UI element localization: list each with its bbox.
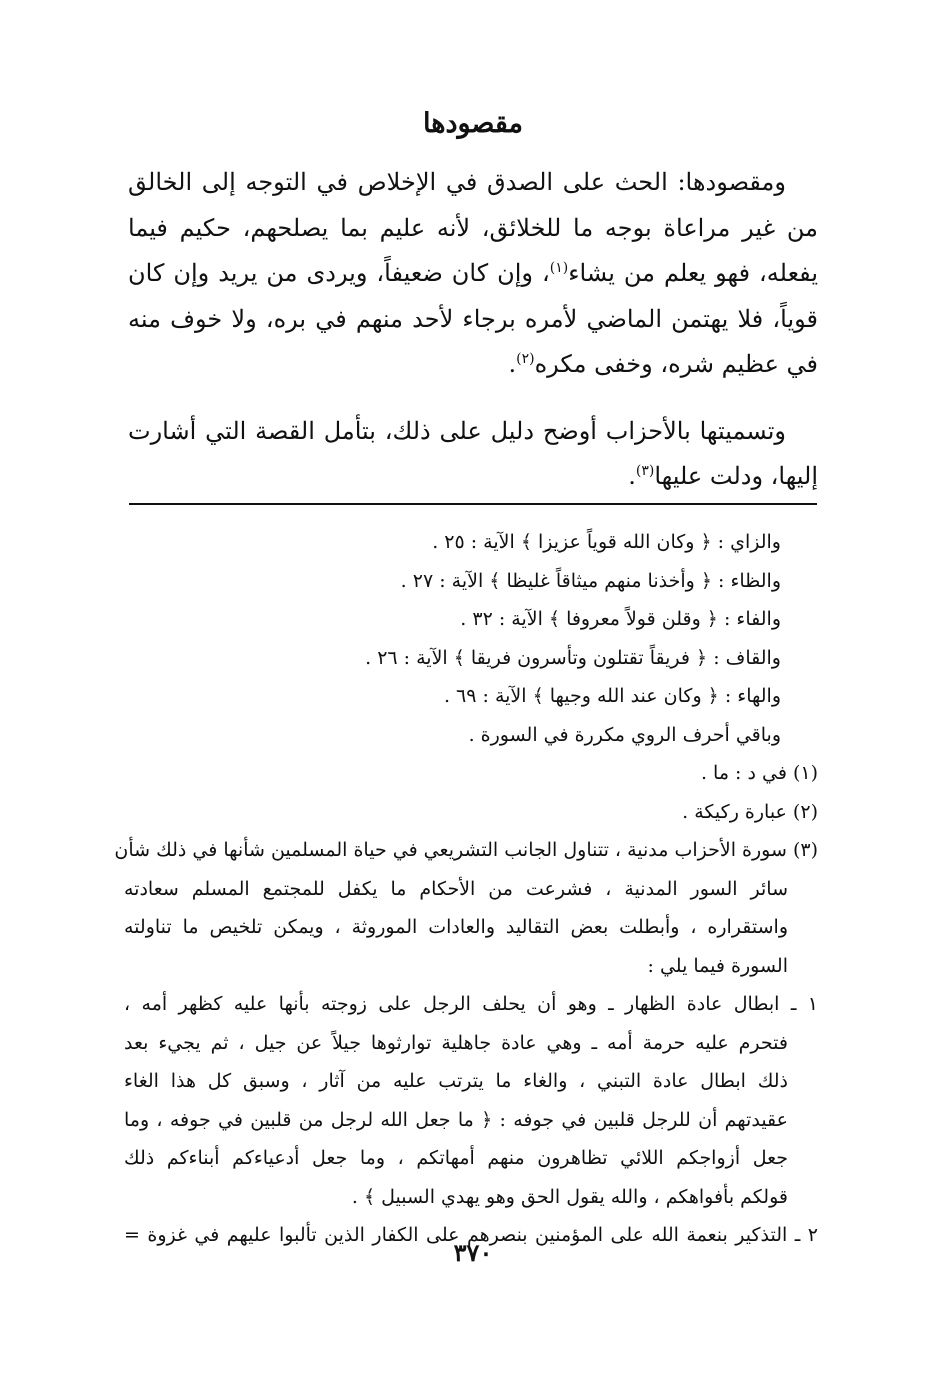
- rhyme-letter-zay: والزاي : ﴿ وكان الله قوياً عزيزا ﴾ الآية : ٢٥ .: [432, 531, 781, 553]
- footnote-3-item-1: [124, 985, 818, 1216]
- footnote-ref-1[interactable]: (١): [549, 260, 569, 276]
- footnote-1-text: (١) في د : ما .: [700, 762, 818, 784]
- item-1-line: عقيدتهم أن للرجل قلبين في جوفه : ﴿ ما جعل الله لرجل من قلبين في جوفه ، وما: [124, 1108, 788, 1131]
- item-2-line: ٢ ـ التذكير بنعمة الله على المؤمنين بنصرهم على الكفار الذين تألبوا عليهم في غزوة =: [124, 1224, 818, 1246]
- item-1-line: ١ ـ ابطال عادة الظهار ـ وهو أن يحلف الرجل على زوجته بأنها عليه كظهر أمه ،: [124, 993, 818, 1015]
- footnote-2: [124, 793, 818, 832]
- section-heading: مقصودها: [423, 108, 523, 139]
- paragraph-naming: [128, 409, 818, 500]
- footnote-3-line: السورة فيما يلي :: [647, 954, 788, 977]
- rhyme-letters-remaining: وباقي أحرف الروي مكررة في السورة .: [468, 723, 781, 746]
- paragraph-naming-end: .: [628, 462, 636, 490]
- page-number: ٣٧٠: [453, 1238, 493, 1267]
- paragraph-purpose-end: .: [508, 350, 517, 378]
- footnote-3-line: واستقراره ، وأبطلت بعض التقاليد والعادات الموروثة ، ويمكن تلخيص ما تناولته: [124, 916, 788, 938]
- rhyme-letter-za: والظاء : ﴿ وأخذنا منهم ميثاقاً غليظا ﴾ الآية : ٢٧ .: [400, 569, 781, 592]
- continued-footnote: [124, 523, 818, 754]
- rhyme-letter-fa: والفاء : ﴿ وقلن قولاً معروفا ﴾ الآية : ٣٢ .: [460, 608, 781, 630]
- footnote-3: [114, 831, 818, 1255]
- footnote-ref-3[interactable]: (٣): [635, 463, 655, 479]
- paragraph-purpose-text-a: ومقصودها: الحث على الصدق في الإخلاص في التوجه إلى الخالق من غير مراعاة بوجه ما للخلائق، لأنه عليم بما يصلحهم، حكيم فيما يفعله، فهو يعلم من يشاء: [128, 168, 818, 287]
- item-1-line: ذلك ابطال عادة التبني ، والغاء ما يترتب عليه من آثار ، وسبق كل هذا الغاء: [124, 1070, 788, 1092]
- footnote-separator: [129, 503, 817, 505]
- rhyme-letter-qaf: والقاف : ﴿ فريقاً تقتلون وتأسرون فريقا ﴾ الآية : ٢٦ .: [365, 646, 781, 669]
- paragraph-naming-text: وتسميتها بالأحزاب أوضح دليل على ذلك، بتأمل القصة التي أشارت إليها، ودلت عليها: [128, 416, 818, 490]
- item-1-line: فتحرم عليه حرمة أمه ـ وهي عادة جاهلية توارثوها جيلاً عن جيل ، ثم يجيء بعد: [124, 1031, 788, 1054]
- footnote-1: [124, 754, 818, 793]
- paragraph-purpose: [128, 160, 818, 388]
- footnote-3-line: سائر السور المدنية ، فشرعت من الأحكام ما يكفل للمجتمع المسلم سعادته: [124, 877, 788, 900]
- footnotes: [114, 523, 818, 1255]
- footnote-2-text: (٢) عبارة ركيكة .: [682, 800, 818, 823]
- item-1-line: جعل أزواجكم اللائي تظاهرون منهم أمهاتكم ، وما جعل أدعياءكم أبناءكم ذلك: [124, 1147, 788, 1169]
- paragraph-purpose-text-b: ، وإن كان ضعيفاً، ويردى من يريد وإن كان قوياً، فلا يهتمن الماضي لأمره برجاء لأحد منهم في بره، ولا خوف منه في عظيم شره، وخفى مكره: [128, 259, 818, 378]
- item-1-line: قولكم بأفواهكم ، والله يقول الحق وهو يهدي السبيل ﴾ .: [351, 1185, 788, 1208]
- footnote-3-line: (٣) سورة الأحزاب مدنية ، تتناول الجانب التشريعي في حياة المسلمين شأنها في ذلك شأن: [114, 839, 818, 861]
- rhyme-letter-ha: والهاء : ﴿ وكان عند الله وجيها ﴾ الآية : ٦٩ .: [443, 685, 781, 707]
- main-text: [128, 160, 818, 500]
- footnote-ref-2[interactable]: (٢): [516, 351, 535, 367]
